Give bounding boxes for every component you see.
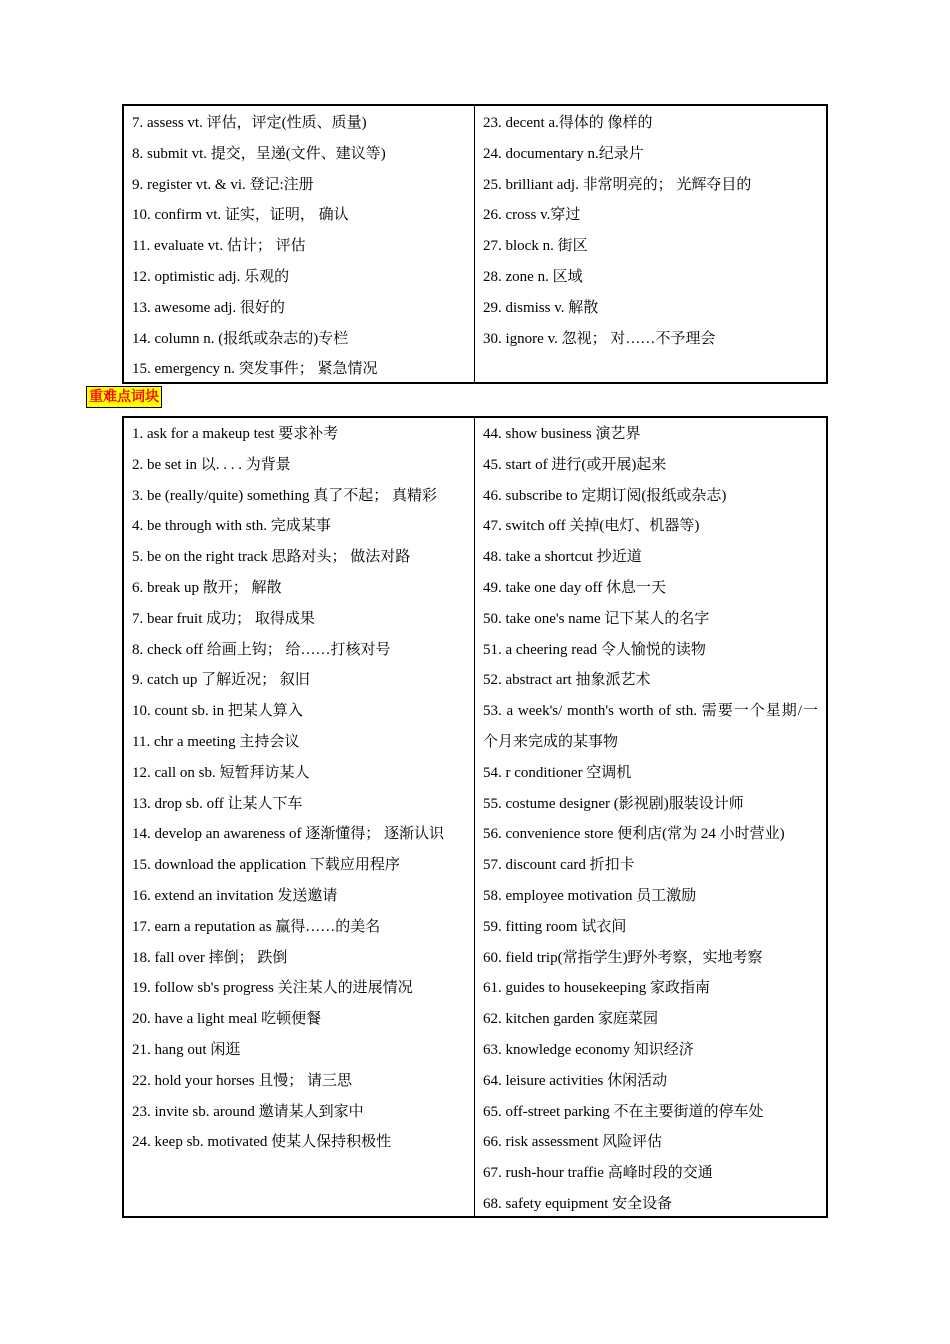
phrase-entry: 54. r conditioner 空调机: [483, 764, 632, 781]
phrase-entry: 6. break up 散开； 解散: [132, 579, 282, 596]
phrase-entry: 23. invite sb. around 邀请某人到家中: [132, 1103, 364, 1120]
phrase-entry: 66. risk assessment 风险评估: [483, 1134, 663, 1151]
phrase-entry: 14. develop an awareness of 逐渐懂得； 逐渐认识: [132, 826, 445, 843]
phrase-entry: 44. show business 演艺界: [483, 426, 641, 442]
phrase-entry: 7. bear fruit 成功； 取得成果: [132, 610, 315, 627]
phrase-entry: 10. count sb. in 把某人算入: [132, 703, 303, 720]
vocab-entry: 23. decent a.得体的 像样的: [483, 115, 653, 131]
phrase-entry: 9. catch up 了解近况； 叙旧: [132, 672, 310, 689]
phrase-entry: 64. leisure activities 休闲活动: [483, 1072, 668, 1089]
phrase-entry: 65. off-street parking 不在主要街道的停车处: [483, 1103, 764, 1120]
vocabulary-column-right: [475, 106, 826, 382]
vocabulary-table-words: [122, 104, 828, 384]
phrase-entry: 47. switch off 关掉(电灯、机器等): [483, 518, 700, 535]
phrase-entry: 46. subscribe to 定期订阅(报纸或杂志): [483, 487, 727, 504]
vocab-entry: 11. evaluate vt. 估计； 评估: [132, 238, 306, 255]
phrase-entry: 12. call on sb. 短暂拜访某人: [132, 764, 310, 781]
phrase-entry: 11. chr a meeting 主持会议: [132, 733, 300, 750]
vocab-entry: 10. confirm vt. 证实，证明， 确认: [132, 207, 349, 224]
phrase-entry: 51. a cheering read 令人愉悦的读物: [483, 641, 706, 658]
phrase-entry: 59. fitting room 试衣间: [483, 918, 627, 935]
vocab-entry: 13. awesome adj. 很好的: [132, 299, 285, 316]
vocab-entry: 26. cross v.穿过: [483, 207, 581, 224]
vocab-entry: 30. ignore v. 忽视； 对……不予理会: [483, 330, 716, 347]
vocab-entry: 15. emergency n. 突发事件； 紧急情况: [132, 361, 378, 378]
phrase-entry: 61. guides to housekeeping 家政指南: [483, 980, 711, 997]
vocab-entry: 29. dismiss v. 解散: [483, 299, 599, 316]
vocab-entry: 8. submit vt. 提交，呈递(文件、建议等): [132, 145, 386, 162]
vocab-entry: 24. documentary n.纪录片: [483, 145, 644, 162]
phrase-entry: 19. follow sb's progress 关注某人的进展情况: [132, 980, 413, 997]
phrase-entry: 16. extend an invitation 发送邀请: [132, 887, 338, 904]
vocab-entry: 12. optimistic adj. 乐观的: [132, 268, 290, 285]
vocab-entry: 27. block n. 街区: [483, 238, 588, 255]
phrase-entry: 15. download the application 下载应用程序: [132, 857, 400, 874]
phrase-column-left: [124, 418, 475, 1216]
vocab-entry: 7. assess vt. 评估，评定(性质、质量): [132, 115, 367, 131]
phrase-entry: 13. drop sb. off 让某人下车: [132, 795, 303, 812]
phrase-entry: 52. abstract art 抽象派艺术: [483, 672, 651, 689]
phrase-entry: 20. have a light meal 吃顿便餐: [132, 1011, 322, 1028]
phrase-entry: 49. take one day off 休息一天: [483, 579, 667, 596]
vocab-entry: 28. zone n. 区域: [483, 268, 583, 285]
vocab-entry: 25. brilliant adj. 非常明亮的； 光辉夺目的: [483, 176, 752, 193]
phrase-entry: 18. fall over 摔倒； 跌倒: [132, 949, 288, 966]
phrase-entry: 50. take one's name 记下某人的名字: [483, 610, 710, 627]
phrase-entry: 48. take a shortcut 抄近道: [483, 549, 642, 566]
phrase-table: [122, 416, 828, 1218]
phrase-entry: 55. costume designer (影视剧)服装设计师: [483, 795, 744, 812]
phrase-entry: 60. field trip(常指学生)野外考察，实地考察: [483, 949, 763, 966]
phrase-entry: 8. check off 给画上钩； 给……打核对号: [132, 641, 391, 658]
phrase-entry: 58. employee motivation 员工激励: [483, 887, 697, 904]
phrase-entry: 68. safety equipment 安全设备: [483, 1195, 673, 1212]
vocab-entry: 9. register vt. & vi. 登记:注册: [132, 176, 314, 193]
phrase-entry: 22. hold your horses 且慢； 请三思: [132, 1072, 352, 1089]
phrase-entry: 1. ask for a makeup test 要求补考: [132, 426, 339, 442]
phrase-entry: 4. be through with sth. 完成某事: [132, 518, 331, 535]
phrase-entry: 21. hang out 闲逛: [132, 1041, 241, 1058]
phrase-entry: 3. be (really/quite) something 真了不起； 真精彩: [132, 487, 437, 504]
phrase-entry: 5. be on the right track 思路对头； 做法对路: [132, 549, 411, 566]
phrase-entry: 62. kitchen garden 家庭菜园: [483, 1011, 658, 1028]
phrase-entry: 45. start of 进行(或开展)起来: [483, 456, 667, 473]
section-heading-key-phrases: 重难点词块: [86, 386, 162, 408]
phrase-entry: 24. keep sb. motivated 使某人保持积极性: [132, 1134, 392, 1151]
phrase-entry: 2. be set in 以. . . . 为背景: [132, 456, 291, 473]
phrase-entry: 56. convenience store 便利店(常为 24 小时营业): [483, 826, 785, 843]
vocabulary-column-left: [124, 106, 475, 382]
phrase-entry: 67. rush-hour traffie 高峰时段的交通: [483, 1165, 713, 1182]
phrase-column-right: [475, 418, 826, 1216]
phrase-entry: 57. discount card 折扣卡: [483, 857, 635, 874]
vocab-entry: 14. column n. (报纸或杂志的)专栏: [132, 330, 349, 347]
phrase-entry: 63. knowledge economy 知识经济: [483, 1041, 694, 1058]
phrase-entry: 53. a week's/ month's worth of sth. 需要一个星期/一个月来完成的某事物: [483, 703, 818, 750]
phrase-entry: 17. earn a reputation as 赢得……的美名: [132, 918, 381, 935]
